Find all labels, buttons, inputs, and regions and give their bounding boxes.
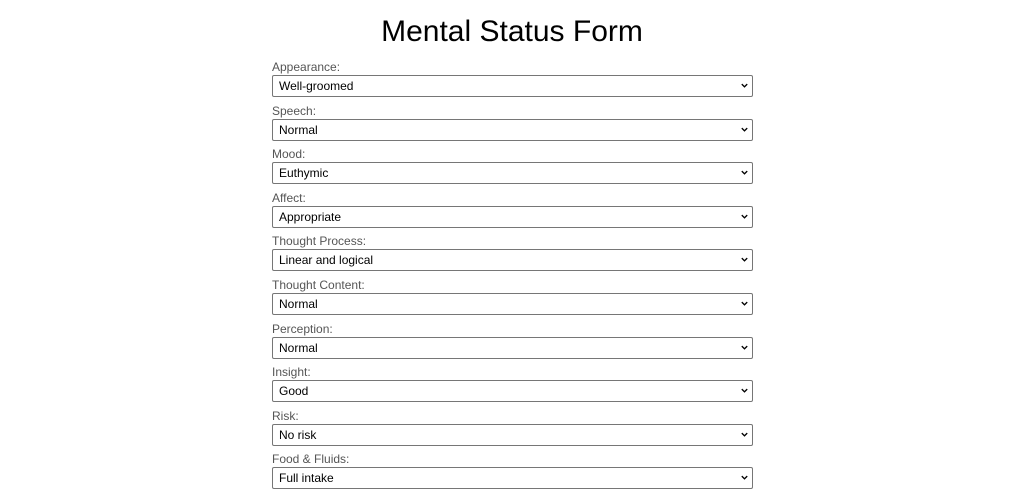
affect-select[interactable] (272, 206, 753, 228)
field-thought-process (272, 232, 753, 276)
field-risk (272, 407, 753, 451)
field-food-fluids (272, 450, 753, 490)
chevron-down-icon (740, 212, 749, 221)
appearance-value: Well-groomed (279, 79, 354, 93)
field-thought-content (272, 276, 753, 320)
chevron-down-icon (740, 386, 749, 395)
perception-value: Normal (279, 340, 318, 355)
thought-content-label: Thought Content: (272, 277, 365, 292)
insight-value: Good (279, 384, 309, 399)
risk-label: Risk: (272, 408, 299, 423)
field-affect (272, 189, 753, 233)
field-perception (272, 320, 753, 364)
food-fluids-select[interactable] (272, 467, 753, 489)
risk-value: No risk (279, 427, 317, 442)
speech-value: Normal (279, 122, 318, 137)
chevron-down-icon (740, 125, 749, 134)
mental-status-form (272, 58, 753, 490)
thought-process-value: Linear and logical (279, 253, 374, 268)
perception-label: Perception: (272, 321, 333, 336)
thought-content-select[interactable] (272, 293, 753, 315)
thought-process-select[interactable] (272, 249, 753, 271)
field-appearance (272, 58, 753, 102)
mood-select[interactable] (272, 162, 753, 184)
insight-select[interactable] (272, 380, 753, 402)
affect-value: Appropriate (279, 209, 342, 224)
chevron-down-icon (740, 430, 749, 439)
page-title: Mental Status Form (381, 15, 643, 48)
speech-label: Speech: (272, 103, 317, 118)
mood-value: Euthymic (279, 166, 329, 181)
field-insight (272, 363, 753, 407)
food-fluids-value: Full intake (279, 471, 334, 486)
chevron-down-icon (740, 168, 749, 177)
risk-select[interactable] (272, 424, 753, 446)
field-mood (272, 145, 753, 189)
thought-process-label: Thought Process: (272, 234, 367, 249)
perception-select[interactable] (272, 337, 753, 359)
chevron-down-icon (740, 255, 749, 264)
chevron-down-icon (740, 473, 749, 482)
chevron-down-icon (740, 299, 749, 308)
chevron-down-icon (740, 81, 749, 90)
speech-select[interactable] (272, 119, 753, 141)
chevron-down-icon (740, 343, 749, 352)
thought-content-value: Normal (279, 296, 318, 311)
affect-label: Affect: (272, 190, 306, 205)
field-speech (272, 102, 753, 146)
appearance-select[interactable] (272, 75, 753, 97)
food-fluids-label: Food & Fluids: (272, 452, 350, 467)
insight-label: Insight: (272, 365, 311, 380)
mood-label: Mood: (272, 147, 306, 162)
appearance-label: Appearance: (272, 60, 341, 74)
